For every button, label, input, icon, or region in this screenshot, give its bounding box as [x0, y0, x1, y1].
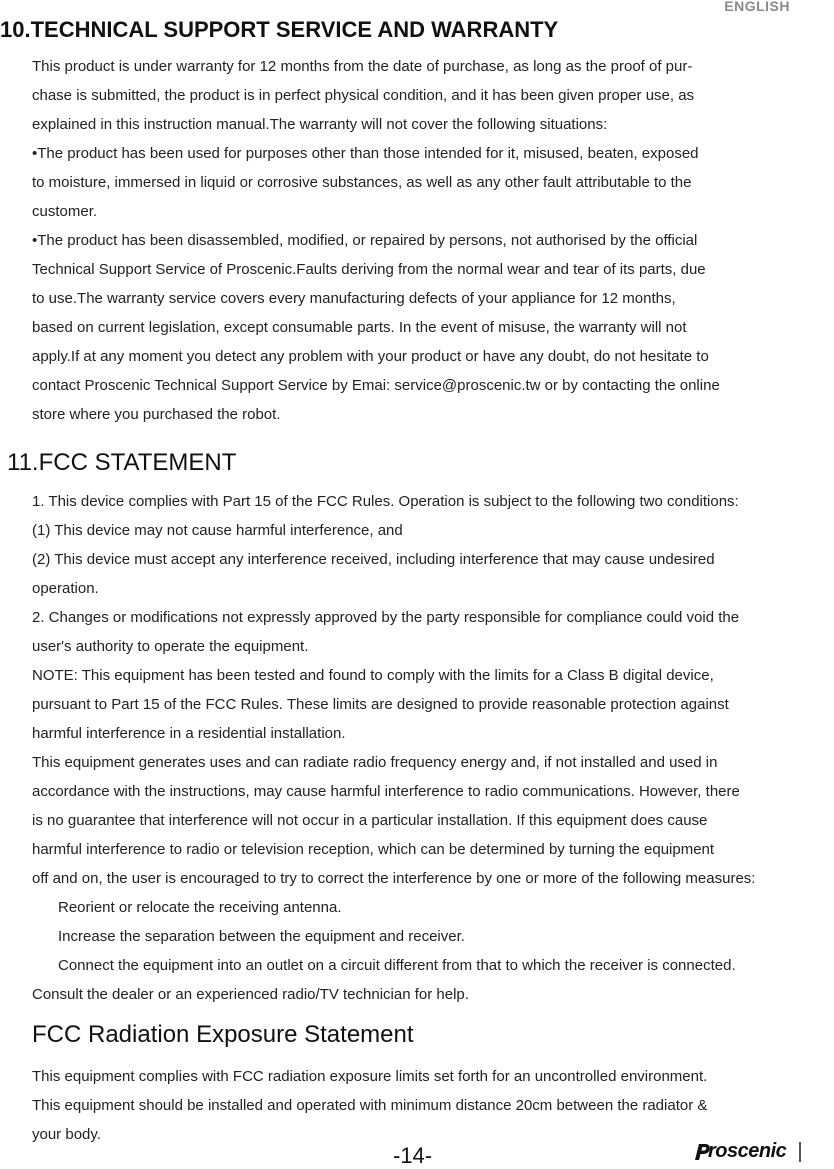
- paragraph-line: 2. Changes or modifications not expressly approved by the party responsible for compliance could void the: [32, 609, 740, 626]
- language-label: ENGLISH: [724, 0, 790, 14]
- paragraph-line: chase is submitted, the product is in perfect physical condition, and it has been given proper use, as: [32, 87, 695, 104]
- paragraph-line: apply.If at any moment you detect any problem with your product or have any doubt, do not hesitate to: [32, 348, 709, 365]
- paragraph-line: 1. This device complies with Part 15 of the FCC Rules. Operation is subject to the following two conditions:: [32, 493, 739, 510]
- paragraph-line: harmful interference to radio or television reception, which can be determined by turning the equipment: [32, 841, 715, 858]
- brand-name: roscenic: [708, 1140, 787, 1162]
- paragraph-line: customer.: [32, 203, 98, 220]
- paragraph-line: This equipment should be installed and operated with minimum distance 20cm between the radiator &: [32, 1097, 708, 1114]
- consult-line: Consult the dealer or an experienced radio/TV technician for help.: [32, 986, 469, 1003]
- paragraph-line: (2) This device must accept any interference received, including interference that may cause undesired: [32, 551, 715, 568]
- paragraph-line: •The product has been used for purposes other than those intended for it, misused, beaten, exposed: [32, 145, 699, 162]
- paragraph-line: operation.: [32, 580, 99, 597]
- measure-item: Reorient or relocate the receiving antenna.: [58, 899, 342, 916]
- paragraph-line: •The product has been disassembled, modified, or repaired by persons, not authorised by the official: [32, 232, 698, 249]
- paragraph-line: is no guarantee that interference will not occur in a particular installation. If this equipment does cause: [32, 812, 708, 829]
- section-10-heading: 10.TECHNICAL SUPPORT SERVICE AND WARRANTY: [0, 17, 559, 42]
- paragraph-line: based on current legislation, except consumable parts. In the event of misuse, the warranty will not: [32, 319, 687, 336]
- measure-item: Increase the separation between the equipment and receiver.: [58, 928, 465, 945]
- paragraph-line: pursuant to Part 15 of the FCC Rules. These limits are designed to provide reasonable protection against: [32, 696, 729, 713]
- radiation-exposure-heading: FCC Radiation Exposure Statement: [32, 1021, 414, 1048]
- page-number: -14-: [393, 1143, 433, 1168]
- paragraph-line: explained in this instruction manual.The warranty will not cover the following situations:: [32, 116, 608, 133]
- paragraph-line: off and on, the user is encouraged to try to correct the interference by one or more of the following measures:: [32, 870, 756, 887]
- paragraph-line: user's authority to operate the equipment.: [32, 638, 309, 655]
- paragraph-line: (1) This device may not cause harmful interference, and: [32, 522, 403, 539]
- paragraph-line: your body.: [32, 1126, 101, 1143]
- logo-divider: [799, 1142, 801, 1162]
- paragraph-line: contact Proscenic Technical Support Service by Emai: service@proscenic.tw or by contacting the online: [32, 377, 720, 394]
- section-11-heading: 11.FCC STATEMENT: [7, 449, 237, 476]
- brand-logo: [692, 1141, 812, 1165]
- paragraph-line: This product is under warranty for 12 months from the date of purchase, as long as the proof of pur-: [32, 58, 693, 75]
- paragraph-line: Technical Support Service of Proscenic.Faults deriving from the normal wear and tear of its parts, due: [32, 261, 706, 278]
- paragraph-line: to use.The warranty service covers every manufacturing defects of your appliance for 12 months,: [32, 290, 676, 307]
- paragraph-line: NOTE: This equipment has been tested and found to comply with the limits for a Class B digital device,: [32, 667, 714, 684]
- paragraph-line: This equipment generates uses and can radiate radio frequency energy and, if not installed and used in: [32, 754, 718, 771]
- paragraph-line: This equipment complies with FCC radiation exposure limits set forth for an uncontrolled environment.: [32, 1068, 708, 1085]
- paragraph-line: store where you purchased the robot.: [32, 406, 281, 423]
- paragraph-line: accordance with the instructions, may cause harmful interference to radio communications. However, there: [32, 783, 740, 800]
- paragraph-line: to moisture, immersed in liquid or corrosive substances, as well as any other fault attributable to the: [32, 174, 692, 191]
- paragraph-line: harmful interference in a residential installation.: [32, 725, 346, 742]
- measure-item: Connect the equipment into an outlet on a circuit different from that to which the receiver is connected.: [58, 957, 736, 974]
